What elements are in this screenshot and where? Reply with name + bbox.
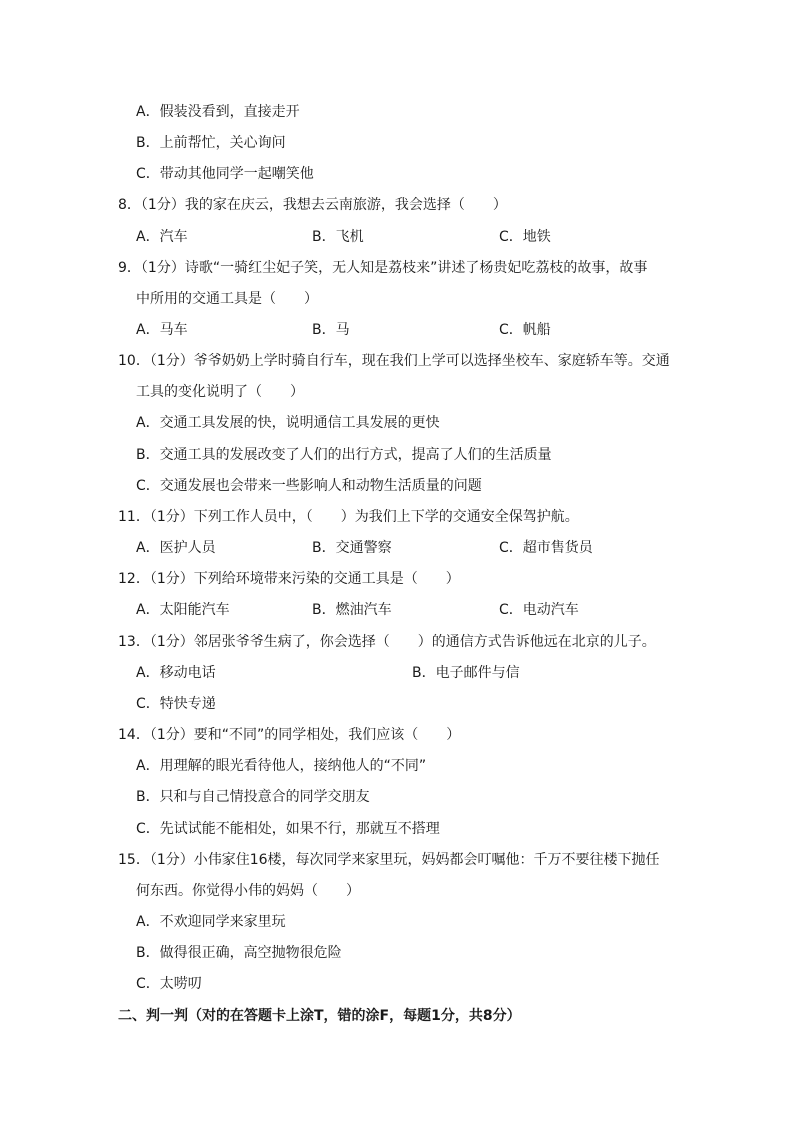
q9-stem-line2: 中所用的交通工具是（ ）: [136, 291, 318, 307]
q15-option-b: B．做得很正确，高空抛物很危险: [136, 945, 342, 961]
q14-option-c: C．先试试能不能相处，如果不行，那就互不搭理: [136, 821, 440, 837]
q11-option-b: B．交通警察: [312, 540, 392, 556]
q12-stem: 12．（1分）下列给环境带来污染的交通工具是（ ）: [118, 571, 460, 587]
q7-option-b: B．上前帮忙，关心询问: [136, 135, 286, 151]
q14-stem: 14．（1分）要和“不同”的同学相处，我们应该（ ）: [118, 727, 461, 743]
q13-option-a: A．移动电话: [136, 665, 216, 681]
q9-stem-line1: 9．（1分）诗歌“一骑红尘妃子笑，无人知是荔枝来”讲述了杨贵妃吃荔枝的故事，故事: [118, 260, 648, 276]
q15-stem-line2: 何东西。你觉得小伟的妈妈（ ）: [136, 883, 360, 899]
q15-stem-line1: 15．（1分）小伟家住16楼，每次同学来家里玩，妈妈都会叮嘱他：千万不要往楼下抛任: [118, 852, 660, 868]
q13-option-b: B．电子邮件与信: [412, 665, 520, 681]
q12-option-b: B．燃油汽车: [312, 602, 392, 618]
q12-option-c: C．电动汽车: [499, 602, 579, 618]
q14-option-b: B．只和与自己情投意合的同学交朋友: [136, 789, 370, 805]
q13-stem: 13．（1分）邻居张爷爷生病了，你会选择（ ）的通信方式告诉他远在北京的儿子。: [118, 634, 656, 650]
q11-stem: 11．（1分）下列工作人员中，（ ）为我们上下学的交通安全保驾护航。: [118, 509, 579, 525]
q14-option-a: A．用理解的眼光看待他人，接纳他人的“不同”: [136, 758, 427, 774]
q8-option-b: B．飞机: [312, 229, 364, 245]
q10-option-b: B．交通工具的发展改变了人们的出行方式，提高了人们的生活质量: [136, 447, 552, 463]
q11-option-c: C．超市售货员: [499, 540, 593, 556]
q12-option-a: A．太阳能汽车: [136, 602, 230, 618]
q11-option-a: A．医护人员: [136, 540, 216, 556]
q7-option-a: A．假装没看到，直接走开: [136, 104, 300, 120]
q15-option-c: C．太唠叨: [136, 976, 202, 992]
q8-stem: 8．（1分）我的家在庆云，我想去云南旅游，我会选择（ ）: [118, 197, 507, 213]
section-2-heading: 二、判一判（对的在答题卡上涂T，错的涂F，每题1分，共8分）: [118, 1008, 521, 1024]
q9-option-a: A．马车: [136, 322, 188, 338]
q10-stem-line1: 10．（1分）爷爷奶奶上学时骑自行车，现在我们上学可以选择坐校车、家庭轿车等。交通: [118, 353, 670, 369]
q13-option-c: C．特快专递: [136, 696, 216, 712]
q10-option-a: A．交通工具发展的快，说明通信工具发展的更快: [136, 415, 440, 431]
q8-option-c: C．地铁: [499, 229, 551, 245]
q7-option-c: C．带动其他同学一起嘲笑他: [136, 166, 314, 182]
q10-option-c: C．交通发展也会带来一些影响人和动物生活质量的问题: [136, 478, 482, 494]
q9-option-c: C．帆船: [499, 322, 551, 338]
q9-option-b: B．马: [312, 322, 350, 338]
q8-option-a: A．汽车: [136, 229, 188, 245]
q15-option-a: A．不欢迎同学来家里玩: [136, 914, 286, 930]
q10-stem-line2: 工具的变化说明了（ ）: [136, 384, 304, 400]
